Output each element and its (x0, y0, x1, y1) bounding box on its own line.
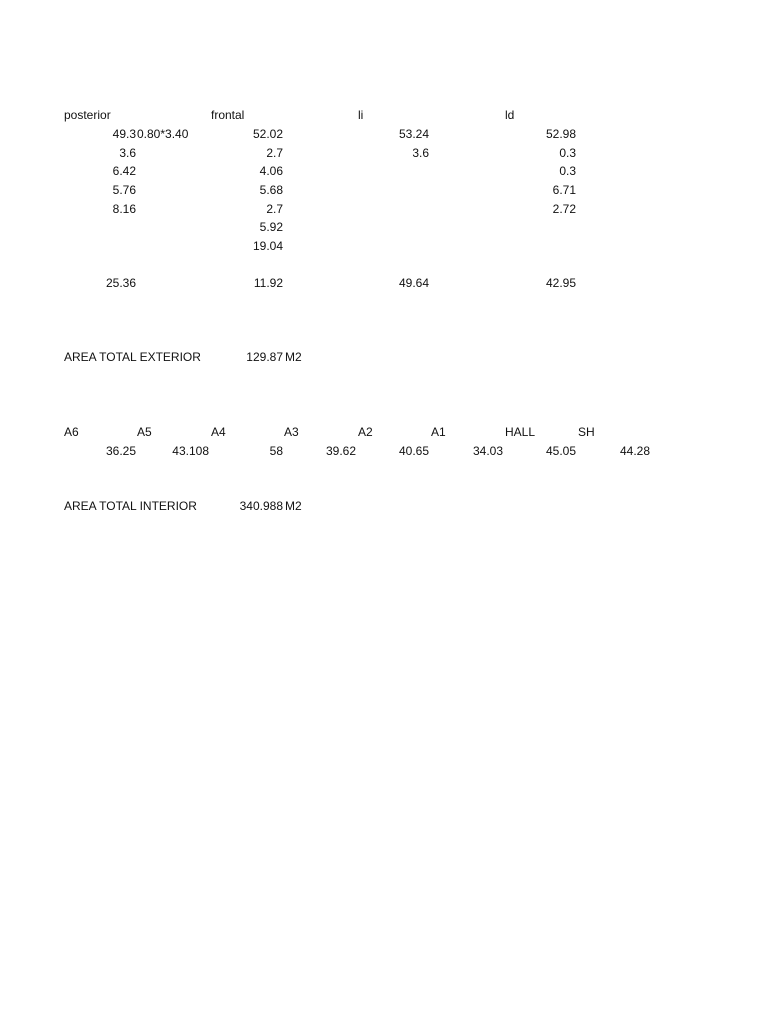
header-a4: A4 (211, 425, 226, 439)
frontal-subtotal: 11.92 (253, 276, 283, 290)
header-ld: ld (505, 108, 515, 122)
header-li: li (358, 108, 364, 122)
posterior-annotation: 0.80*3.40 (137, 127, 189, 141)
header-a1: A1 (431, 425, 446, 439)
ld-value: 0.3 (559, 164, 576, 178)
ld-value: 6.71 (552, 183, 576, 197)
frontal-value: 19.04 (252, 239, 283, 253)
frontal-value: 5.92 (259, 220, 283, 234)
exterior-total-value: 129.87 (246, 350, 283, 364)
posterior-value: 3.6 (119, 146, 136, 160)
li-value: 53.24 (398, 127, 429, 141)
header-a2: A2 (358, 425, 373, 439)
posterior-value: 6.42 (112, 164, 136, 178)
li-subtotal: 49.64 (398, 276, 429, 290)
header-sh: SH (578, 425, 595, 439)
header-posterior: posterior (64, 108, 111, 122)
hall-value: 45.05 (545, 444, 576, 458)
posterior-subtotal: 25.36 (105, 276, 136, 290)
header-frontal: frontal (211, 108, 245, 122)
interior-total-value: 340.988 (239, 499, 283, 513)
header-a6: A6 (64, 425, 79, 439)
ld-value: 52.98 (545, 127, 576, 141)
header-hall: HALL (505, 425, 536, 439)
header-a5: A5 (137, 425, 152, 439)
posterior-value: 49.3 (112, 127, 136, 141)
frontal-value: 2.7 (266, 202, 283, 216)
ld-value: 0.3 (559, 146, 576, 160)
a4-value: 58 (269, 444, 283, 458)
header-a3: A3 (284, 425, 299, 439)
ld-subtotal: 42.95 (545, 276, 576, 290)
exterior-total-label: AREA TOTAL EXTERIOR (64, 350, 201, 364)
sh-value: 44.28 (619, 444, 650, 458)
a5-value: 43.108 (172, 444, 209, 458)
frontal-value: 5.68 (259, 183, 283, 197)
a3-value: 39.62 (325, 444, 356, 458)
li-value: 3.6 (412, 146, 429, 160)
a6-value: 36.25 (105, 444, 136, 458)
frontal-value: 52.02 (252, 127, 283, 141)
a2-value: 40.65 (398, 444, 429, 458)
a1-value: 34.03 (472, 444, 503, 458)
frontal-value: 4.06 (259, 164, 283, 178)
interior-total-label: AREA TOTAL INTERIOR (64, 499, 197, 513)
ld-value: 2.72 (552, 202, 576, 216)
posterior-value: 8.16 (112, 202, 136, 216)
interior-total-unit: M2 (285, 499, 302, 513)
frontal-value: 2.7 (266, 146, 283, 160)
posterior-value: 5.76 (112, 183, 136, 197)
exterior-total-unit: M2 (285, 350, 302, 364)
